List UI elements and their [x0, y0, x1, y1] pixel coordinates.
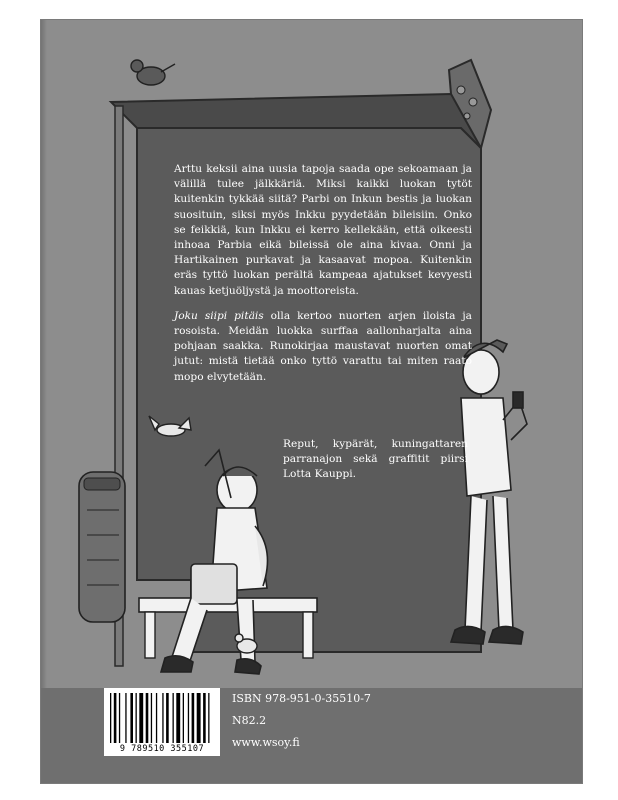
barcode-bar — [151, 693, 152, 743]
barcode-bar — [192, 693, 195, 743]
classification-code: N82.2 — [232, 714, 267, 727]
barcode-bar — [176, 693, 180, 743]
barcode-bar — [166, 693, 169, 743]
barcode-bars — [110, 693, 214, 743]
barcode-bar — [139, 693, 143, 743]
blurb-text — [174, 162, 472, 395]
barcode-bar — [136, 693, 137, 743]
barcode-bar — [114, 693, 117, 743]
barcode-bar — [110, 693, 111, 743]
barcode-bar — [208, 693, 209, 743]
barcode-bar — [130, 693, 133, 743]
illustrator-credit: Reput, kypärät, kuningattaren parranajon sekä graffitit piirsi Lotta Kauppi. — [283, 438, 468, 481]
blurb-paragraph-2-rest: olla kertoo nuorten arjen iloista ja rosoista. Meidän luokka surffaa aallonharjalta aina pohjaan saakka. Runokirjaa maustavat nuorten omat jutut: mistä tietää onko tyttö varattu tai miten raato mopo elvytetään. — [174, 309, 472, 383]
barcode-bar — [203, 693, 206, 743]
cover-illustration — [41, 20, 582, 783]
trash-bin — [79, 472, 125, 622]
barcode-bar — [125, 693, 126, 743]
isbn-barcode — [104, 688, 220, 756]
book-back-cover — [41, 20, 582, 783]
publisher-website: www.wsoy.fi — [232, 736, 300, 749]
barcode-bar — [146, 693, 149, 743]
book-title-italic: Joku siipi pitäis — [174, 309, 264, 322]
pigeon-on-roof — [131, 60, 175, 85]
isbn-info — [232, 688, 371, 754]
barcode-number: 9 789510 355107 — [119, 744, 205, 754]
blurb-paragraph-1: Arttu keksii aina uusia tapoja saada ope sekoamaan ja välillä tulee jälkkäriä. Miksi kaikki luokan tytöt kuitenkin tykkää siitä? Parbi on Inkun bestis ja luokan suosituin, siksi myös Inkku pyydetään bileisiin. Onko se feikkiä, kun Inkku ei kerro kellekään, että oikeesti inhoaa Parbia eikä bileissä ole aina kivaa. Onni ja Hartikainen purkavat ja kasaavat mopoa. Kuitenkin eräs tyttö luokan perältä kampeaa ajatukset kevyesti kauas ketjuöljystä ja moottoreista. — [174, 163, 472, 297]
barcode-bar — [197, 693, 201, 743]
barcode-bar — [162, 693, 163, 743]
blurb-paragraph-2 — [174, 309, 472, 385]
barcode-bar — [183, 693, 184, 743]
barcode-bar — [173, 693, 174, 743]
barcode-bar — [188, 693, 189, 743]
barcode-bar — [156, 693, 157, 743]
isbn-text: ISBN 978-951-0-35510-7 — [232, 692, 371, 705]
barcode-bar — [119, 693, 120, 743]
